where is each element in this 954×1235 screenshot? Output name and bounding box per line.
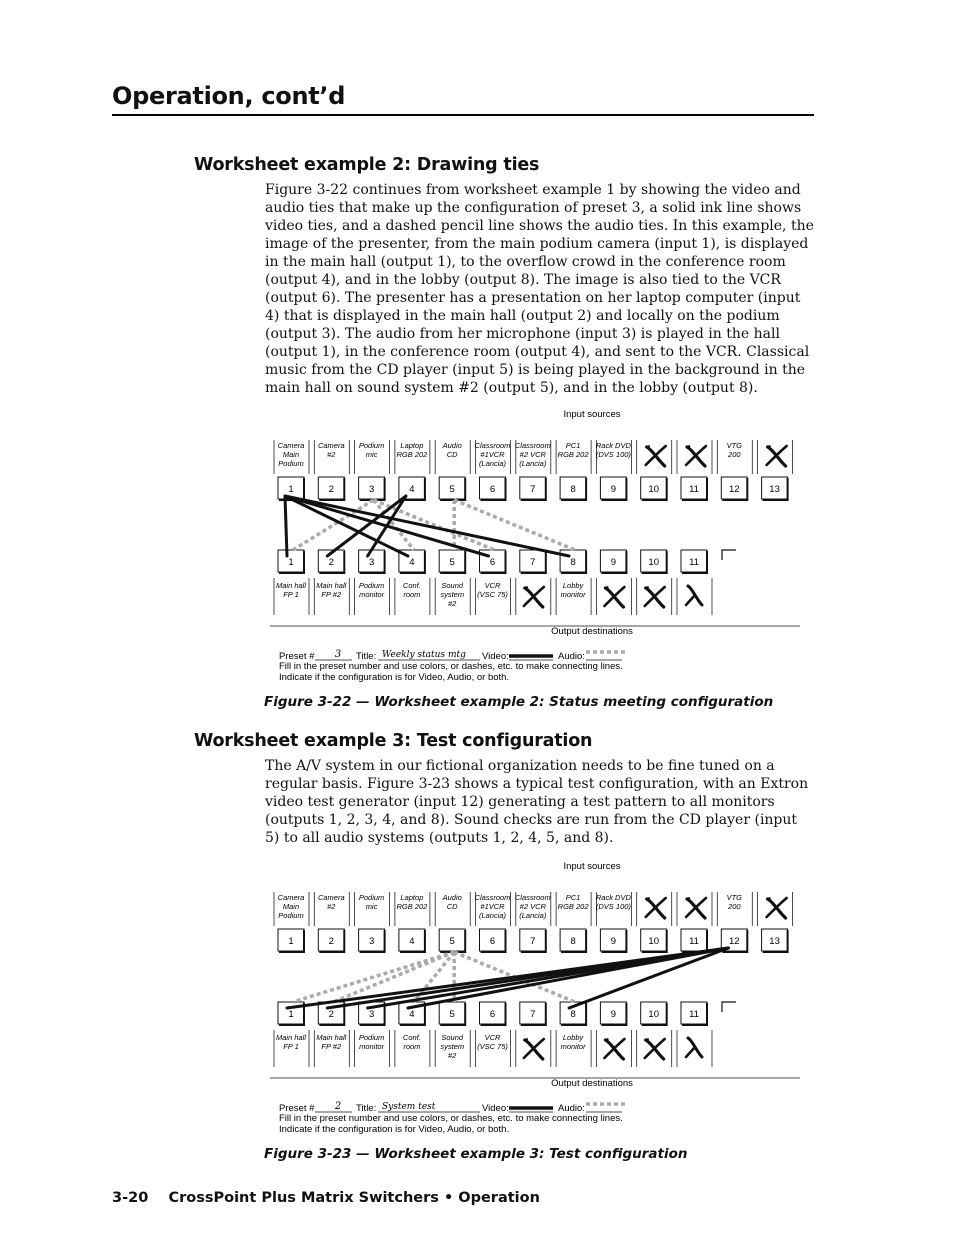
output-column-5 bbox=[435, 1002, 470, 1067]
crossed-out-output-icon bbox=[524, 587, 544, 607]
output-label-line: Lobby bbox=[562, 581, 584, 590]
output-label-line: VCR bbox=[484, 581, 501, 590]
crossed-out-input-icon bbox=[767, 898, 787, 918]
video-tie-line bbox=[408, 948, 728, 1008]
input-number: 2 bbox=[328, 936, 334, 947]
input-label-line: Laptop bbox=[400, 893, 424, 902]
input-label-line: Rack DVD bbox=[595, 893, 631, 902]
output-label-line: monitor bbox=[560, 590, 586, 599]
input-label-line: #1VCR bbox=[480, 902, 505, 911]
input-label-line: Audio bbox=[442, 441, 462, 450]
input-label-line: PC1 bbox=[565, 893, 581, 902]
output-destinations-label: Output destinations bbox=[551, 626, 633, 637]
x-mark-stroke bbox=[524, 587, 528, 588]
worksheet-note-line1: Fill in the preset number and use colors, or dashes, etc. to make connecting lines. bbox=[279, 661, 623, 672]
input-column-13 bbox=[758, 440, 793, 500]
input-number: 11 bbox=[689, 484, 699, 495]
output-column-7 bbox=[516, 1002, 551, 1067]
input-number: 2 bbox=[328, 484, 334, 495]
input-column-11 bbox=[677, 892, 712, 952]
output-number: 10 bbox=[648, 1009, 659, 1020]
output-label-line: monitor bbox=[359, 590, 385, 599]
x-mark-stroke bbox=[767, 898, 771, 899]
output-number: 9 bbox=[610, 1009, 617, 1020]
output-number: 7 bbox=[530, 1009, 536, 1020]
input-column-11 bbox=[677, 440, 712, 500]
crossed-out-output-icon bbox=[686, 586, 702, 605]
crossed-out-output-icon bbox=[686, 1038, 702, 1057]
audio-label: Audio: bbox=[558, 651, 585, 662]
output-number: 6 bbox=[489, 1009, 496, 1020]
output-column-2 bbox=[314, 1002, 349, 1067]
figure-3-22-caption: Figure 3-22 — Worksheet example 2: Status meeting configuration bbox=[264, 694, 774, 710]
input-column-13 bbox=[758, 892, 793, 952]
x-mark-stroke bbox=[686, 898, 690, 899]
output-label-line: #2 bbox=[448, 599, 457, 608]
corner-marker bbox=[722, 1002, 736, 1012]
input-label-line: CD bbox=[446, 902, 458, 911]
output-number: 8 bbox=[570, 1009, 576, 1020]
video-tie-line bbox=[285, 496, 569, 556]
input-label-line: 200 bbox=[728, 450, 741, 459]
output-label-line: FP 1 bbox=[283, 590, 299, 599]
output-destinations-label: Output destinations bbox=[551, 1078, 633, 1089]
output-label-line: FP #2 bbox=[321, 590, 342, 599]
output-number: 3 bbox=[368, 557, 375, 568]
input-number: 6 bbox=[489, 484, 496, 495]
input-sources-label: Input sources bbox=[563, 861, 621, 872]
section2-heading: Worksheet example 2: Drawing ties bbox=[194, 155, 540, 175]
x-mark-stroke bbox=[686, 446, 690, 447]
input-column-8 bbox=[556, 440, 591, 500]
input-label-line: Classroom bbox=[474, 893, 511, 902]
input-label-line: Camera bbox=[317, 441, 345, 450]
crossed-out-output-icon bbox=[645, 587, 665, 607]
page-title: Operation, cont’d bbox=[112, 82, 346, 110]
output-number: 2 bbox=[328, 1009, 334, 1020]
input-number: 8 bbox=[570, 936, 576, 947]
input-label-line: (DVS 100) bbox=[595, 902, 631, 911]
output-number: 5 bbox=[449, 557, 455, 568]
input-column-3 bbox=[355, 892, 390, 952]
input-column-10 bbox=[637, 440, 672, 500]
input-number: 5 bbox=[449, 936, 455, 947]
output-column-9 bbox=[596, 1002, 631, 1067]
output-column-1 bbox=[274, 550, 309, 615]
crossed-out-input-icon bbox=[646, 898, 666, 918]
output-label-line: Conf. bbox=[402, 1033, 421, 1042]
output-label-line: Podium bbox=[358, 581, 385, 590]
output-column-6 bbox=[476, 1002, 511, 1067]
crossed-out-input-icon bbox=[686, 446, 706, 466]
input-label-line: VTG bbox=[726, 893, 743, 902]
input-label-line: Audio bbox=[442, 893, 462, 902]
output-number: 1 bbox=[288, 1009, 294, 1020]
input-number: 7 bbox=[530, 484, 536, 495]
preset-number-value: 2 bbox=[334, 1101, 342, 1112]
input-number: 7 bbox=[530, 936, 536, 947]
input-number: 12 bbox=[729, 484, 740, 495]
input-label-line: mic bbox=[365, 902, 378, 911]
input-number: 10 bbox=[648, 484, 659, 495]
input-number: 9 bbox=[610, 936, 617, 947]
output-label-line: Conf. bbox=[402, 581, 421, 590]
output-label-line: monitor bbox=[359, 1042, 385, 1051]
audio-label: Audio: bbox=[558, 1103, 585, 1114]
output-number: 1 bbox=[288, 557, 294, 568]
input-label-line: 200 bbox=[728, 902, 741, 911]
output-label-line: FP 1 bbox=[283, 1042, 299, 1051]
input-column-7 bbox=[515, 892, 551, 952]
output-label-line: room bbox=[403, 590, 421, 599]
output-label-line: FP #2 bbox=[321, 1042, 342, 1051]
output-column-10 bbox=[637, 550, 672, 615]
input-column-9 bbox=[596, 440, 632, 500]
section2-paragraph: Figure 3-22 continues from worksheet example 1 by showing the video and audio ties that make up the configuration of preset 3, a solid ink line shows video ties, and a dashed pencil line shows the audio ties. In this example, the image of the presenter, from the main podium camera (input 1), is displayed in the main hall (output 1), to the overflow crowd in the conference room (output 4), and in the lobby (output 8). The image is also tied to the VCR (output 6). The presenter has a presentation on her laptop computer (input 4) that is displayed in the main hall (output 2) and locally on the podium (output 3). The audio from her microphone (input 3) is played in the hall (output 1), in the conference room (output 4), and sent to the VCR. Classical music from the CD player (input 5) is being played in the background in the main hall on sound system #2 (output 5), and in the lobby (output 8). bbox=[265, 182, 814, 396]
input-label-line: Laptop bbox=[400, 441, 424, 450]
preset-title-value: Weekly status mtg bbox=[382, 650, 466, 660]
output-number: 11 bbox=[689, 557, 699, 568]
crossed-out-input-icon bbox=[646, 446, 666, 466]
output-number: 4 bbox=[409, 557, 415, 568]
output-column-8 bbox=[556, 1002, 591, 1067]
output-column-3 bbox=[355, 1002, 390, 1067]
preset-label: Preset # bbox=[279, 651, 315, 662]
worksheet-note-line1: Fill in the preset number and use colors, or dashes, etc. to make connecting lines. bbox=[279, 1113, 623, 1124]
output-column-2 bbox=[314, 550, 349, 615]
output-number: 8 bbox=[570, 557, 576, 568]
input-number: 12 bbox=[729, 936, 740, 947]
crossed-out-input-icon bbox=[767, 446, 787, 466]
output-label-line: Main hall bbox=[316, 1033, 347, 1042]
section3-paragraph: The A/V system in our fictional organization needs to be fine tuned on a regular basis. Figure 3-23 shows a typical test configuration, with an Extron video test generator (input 12) generating a test pattern to all monitors (outputs 1, 2, 3, 4, and 8). Sound checks are run from the CD player (input 5) to all audio systems (outputs 1, 2, 4, 5, and 8). bbox=[265, 758, 809, 846]
video-tie-line bbox=[569, 948, 728, 1008]
input-label-line: #2 bbox=[327, 902, 336, 911]
output-number: 5 bbox=[449, 1009, 455, 1020]
output-column-11 bbox=[677, 1002, 712, 1067]
output-number: 3 bbox=[368, 1009, 375, 1020]
input-number: 9 bbox=[610, 484, 617, 495]
output-number: 10 bbox=[648, 557, 659, 568]
input-label-line: Podium bbox=[358, 893, 385, 902]
input-column-9 bbox=[596, 892, 632, 952]
input-column-1 bbox=[274, 892, 309, 952]
input-number: 6 bbox=[489, 936, 496, 947]
video-tie-line bbox=[285, 496, 287, 556]
input-number: 4 bbox=[409, 936, 415, 947]
output-column-8 bbox=[556, 550, 591, 615]
input-column-2 bbox=[314, 440, 349, 500]
output-column-3 bbox=[355, 550, 390, 615]
input-label-line: #2 VCR bbox=[519, 902, 546, 911]
output-label-line: room bbox=[403, 1042, 421, 1051]
page-footer: 3-20 CrossPoint Plus Matrix Switchers • Operation bbox=[112, 1190, 540, 1206]
x-mark-stroke bbox=[767, 446, 771, 447]
title-label: Title: bbox=[356, 1103, 377, 1114]
input-label-line: Classroom bbox=[514, 441, 551, 450]
output-label-line: #2 bbox=[448, 1051, 457, 1060]
x-mark-stroke bbox=[645, 1039, 649, 1040]
output-label-line: Lobby bbox=[562, 1033, 584, 1042]
input-label-line: Main bbox=[282, 902, 300, 911]
worksheet-note-line2: Indicate if the configuration is for Video, Audio, or both. bbox=[279, 672, 510, 683]
audio-tie-line bbox=[293, 952, 454, 1002]
x-mark-stroke bbox=[646, 446, 650, 447]
input-label-line: RGB 202 bbox=[396, 450, 428, 459]
input-label-line: RGB 202 bbox=[557, 902, 589, 911]
input-label-line: VTG bbox=[726, 441, 743, 450]
output-number: 9 bbox=[610, 557, 617, 568]
input-label-line: Main bbox=[282, 450, 300, 459]
output-column-9 bbox=[596, 550, 631, 615]
input-label-line: #2 bbox=[327, 450, 336, 459]
output-column-7 bbox=[516, 550, 551, 615]
input-sources-label: Input sources bbox=[563, 409, 621, 420]
input-column-5 bbox=[435, 440, 470, 500]
video-label: Video: bbox=[482, 651, 509, 662]
input-label-line: Podium bbox=[278, 911, 304, 920]
input-number: 11 bbox=[689, 936, 699, 947]
output-number: 2 bbox=[328, 557, 334, 568]
input-number: 3 bbox=[368, 936, 375, 947]
output-label-line: Main hall bbox=[316, 581, 347, 590]
input-label-line: Classroom bbox=[474, 441, 511, 450]
preset-number-value: 3 bbox=[334, 649, 342, 660]
title-rule bbox=[112, 114, 814, 116]
title-label: Title: bbox=[356, 651, 377, 662]
input-column-4 bbox=[395, 440, 430, 500]
output-label-line: Sound bbox=[441, 581, 464, 590]
output-label-line: (VSC 75) bbox=[477, 590, 508, 599]
input-number: 13 bbox=[769, 484, 780, 495]
output-column-1 bbox=[274, 1002, 309, 1067]
output-column-4 bbox=[395, 1002, 430, 1067]
input-label-line: Classroom bbox=[514, 893, 551, 902]
output-column-6 bbox=[476, 550, 511, 615]
input-column-10 bbox=[637, 892, 672, 952]
output-label-line: Main hall bbox=[275, 1033, 307, 1042]
input-column-5 bbox=[435, 892, 470, 952]
crossed-out-output-icon bbox=[604, 1039, 624, 1059]
output-label-line: (VSC 75) bbox=[477, 1042, 508, 1051]
crossed-out-output-icon bbox=[524, 1039, 544, 1059]
x-mark-stroke bbox=[604, 587, 608, 588]
input-label-line: RGB 202 bbox=[396, 902, 428, 911]
input-label-line: #2 VCR bbox=[519, 450, 546, 459]
output-label-line: Sound bbox=[441, 1033, 464, 1042]
output-number: 4 bbox=[409, 1009, 415, 1020]
output-number: 11 bbox=[689, 1009, 699, 1020]
input-number: 4 bbox=[409, 484, 415, 495]
input-label-line: (Lancia) bbox=[519, 911, 547, 920]
output-column-10 bbox=[637, 1002, 672, 1067]
preset-label: Preset # bbox=[279, 1103, 315, 1114]
input-number: 1 bbox=[288, 484, 294, 495]
crossed-out-output-icon bbox=[645, 1039, 665, 1059]
input-column-12 bbox=[717, 440, 752, 500]
input-label-line: (DVS 100) bbox=[595, 450, 631, 459]
input-label-line: mic bbox=[365, 450, 378, 459]
input-column-1 bbox=[274, 440, 309, 500]
section3-heading: Worksheet example 3: Test configuration bbox=[194, 731, 593, 751]
output-label-line: Main hall bbox=[275, 581, 307, 590]
input-column-7 bbox=[515, 440, 551, 500]
video-label: Video: bbox=[482, 1103, 509, 1114]
input-column-3 bbox=[355, 440, 390, 500]
input-label-line: CD bbox=[446, 450, 458, 459]
input-column-6 bbox=[475, 892, 511, 952]
x-mark-stroke bbox=[645, 587, 649, 588]
output-label-line: system bbox=[440, 590, 465, 599]
input-label-line: Podium bbox=[278, 459, 304, 468]
input-label-line: Camera bbox=[277, 893, 305, 902]
crossed-out-input-icon bbox=[686, 898, 706, 918]
input-label-line: Rack DVD bbox=[595, 441, 631, 450]
crossed-out-output-icon bbox=[604, 587, 624, 607]
input-number: 13 bbox=[769, 936, 780, 947]
corner-marker bbox=[722, 550, 736, 560]
input-column-12 bbox=[717, 892, 752, 952]
input-label-line: Podium bbox=[358, 441, 385, 450]
input-label-line: PC1 bbox=[565, 441, 581, 450]
output-number: 7 bbox=[530, 557, 536, 568]
figure-3-22-worksheet bbox=[270, 400, 800, 690]
preset-title-value: System test bbox=[382, 1102, 436, 1112]
input-number: 3 bbox=[368, 484, 375, 495]
lambda-mark-stroke bbox=[686, 1047, 695, 1057]
input-number: 5 bbox=[449, 484, 455, 495]
input-label-line: (Lancia) bbox=[478, 911, 507, 920]
input-label-line: RGB 202 bbox=[557, 450, 589, 459]
output-label-line: Podium bbox=[358, 1033, 385, 1042]
input-label-line: (Lancia) bbox=[478, 459, 507, 468]
input-label-line: #1VCR bbox=[480, 450, 505, 459]
output-column-11 bbox=[677, 550, 712, 615]
x-mark-stroke bbox=[646, 898, 650, 899]
lambda-mark-stroke bbox=[686, 595, 695, 605]
output-number: 6 bbox=[489, 557, 496, 568]
input-number: 1 bbox=[288, 936, 294, 947]
x-mark-stroke bbox=[604, 1039, 608, 1040]
figure-3-23-worksheet bbox=[270, 852, 800, 1142]
worksheet-note-line2: Indicate if the configuration is for Video, Audio, or both. bbox=[279, 1124, 510, 1135]
input-label-line: (Lancia) bbox=[519, 459, 547, 468]
output-column-4 bbox=[395, 550, 430, 615]
input-label-line: Camera bbox=[277, 441, 305, 450]
input-column-6 bbox=[475, 440, 511, 500]
input-number: 10 bbox=[648, 936, 659, 947]
output-label-line: VCR bbox=[484, 1033, 501, 1042]
input-column-4 bbox=[395, 892, 430, 952]
x-mark-stroke bbox=[524, 1039, 528, 1040]
input-column-8 bbox=[556, 892, 591, 952]
output-label-line: system bbox=[440, 1042, 465, 1051]
input-number: 8 bbox=[570, 484, 576, 495]
input-column-2 bbox=[314, 892, 349, 952]
figure-3-23-caption: Figure 3-23 — Worksheet example 3: Test configuration bbox=[264, 1146, 688, 1162]
input-label-line: Camera bbox=[317, 893, 345, 902]
output-label-line: monitor bbox=[560, 1042, 586, 1051]
output-column-5 bbox=[435, 550, 470, 615]
